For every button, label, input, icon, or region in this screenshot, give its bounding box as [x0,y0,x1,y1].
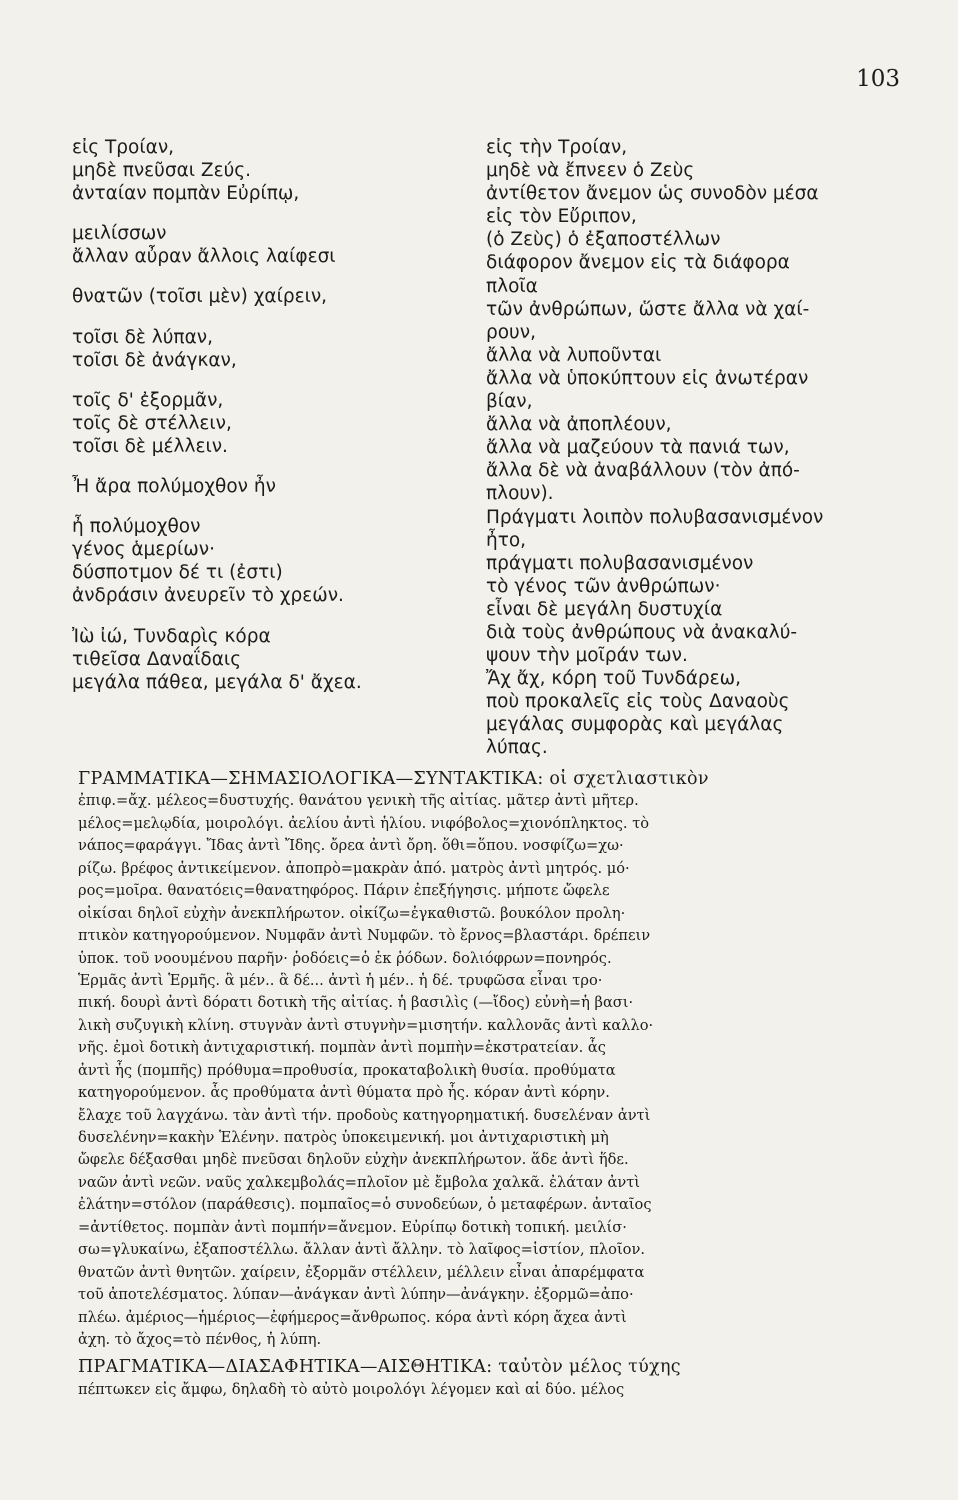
translation-line: πλοῖα [486,275,538,297]
translation-line: ἄλλα νὰ λυποῦνται [486,344,662,366]
translation-line: βίαν, [486,391,533,413]
translation-line: εἰς τὴν Τροίαν, [486,137,628,158]
translation-line: ποὺ προκαλεῖς εἰς τοὺς Δαναοὺς [486,691,790,713]
notes-line: ἀντὶ ἧς (πομπῆς) πρόθυμα=προθυσία, προκαταβολικὴ θυσία. προθύματα [78,1061,616,1079]
translation-line: διὰ τοὺς ἀνθρώπους νὰ ἀνακαλύ- [486,621,798,643]
notes-line: ρος=μοῖρα. θανατόεις=θανατηφόρος. Πάριν ἐπεξήγησις. μήποτε ὤφελε [78,882,610,900]
notes-line: κατηγορούμενον. ἇς προθύματα ἀντὶ θύματα πρὸ ἧς. κόραν ἀντὶ κόρην. [78,1084,610,1102]
notes-line: ὤφελε δέξασθαι μηδὲ πνεῦσαι δηλοῦν εὐχὴν ἀνεκπλήρωτον. ἅδε ἀντὶ ἥδε. [78,1151,629,1169]
verse-line: ἄλλαν αὖραν ἄλλοις λαίφεσι [72,246,336,268]
verse-line: τοῖσι δὲ λύπαν, [72,326,213,348]
verse-line: γένος ἁμερίων· [72,539,216,561]
notes-line: δυσελένην=κακὴν Ἑλένην. πατρὸς ὑποκειμενική. μοι ἀντιχαριστικὴ μὴ [78,1129,609,1146]
translation-line: εἶναι δὲ μεγάλη δυστυχία [486,598,723,620]
translation-line: Ἄχ ἄχ, κόρη τοῦ Τυνδάρεω, [486,668,742,690]
verse-line: δύσποτμον δέ τι (ἐστι) [72,562,283,584]
verse-line: ἀνταίαν πομπὰν Εὐρίπῳ, [72,183,300,205]
notes-line: οἰκίσαι δηλοῖ εὐχὴν ἀνεκπλήρωτον. οἰκίζω=ἐγκαθιστῶ. βουκόλον προλη· [78,904,626,922]
ancient-text-column [72,136,472,694]
notes-line: σω=γλυκαίνω, ἐξαποστέλλω. ἄλλαν ἀντὶ ἄλλην. τὸ λαῖφος=ἱστίον, πλοῖον. [78,1241,645,1259]
translation-line: πράγματι πολυβασανισμένον [486,552,754,574]
notes-line: πλέω. ἀμέριος—ἡμέριος—ἐφήμερος=ἄνθρωπος. κόρα ἀντὶ κόρη ἄχεα ἀντὶ [78,1308,627,1326]
translation-line: ἄλλα νὰ ὑποκύπτουν εἰς ἀνωτέραν [486,367,809,389]
translation-line: ἀντίθετον ἄνεμον ὡς συνοδὸν μέσα [486,183,819,205]
verse-line: μηδὲ πνεῦσαι Ζεύς. [72,160,252,182]
translation-line: διάφορον ἄνεμον εἰς τὰ διάφορα [486,252,790,274]
translation-line: ἄλλα νὰ μαζεύουν τὰ πανιά των, [486,437,790,459]
verse-line: τοῖς δ' ἐξορμᾶν, [72,389,224,411]
translation-line: τῶν ἀνθρώπων, ὥστε ἄλλα νὰ χαί- [486,298,810,320]
translation-line: ἦτο, [486,529,527,551]
commentary-notes [78,768,908,1401]
notes-line: νάπος=φαράγγι. Ἴδας ἀντὶ Ἴδης. ὄρεα ἀντὶ ὄρη. ὅθι=ὅπου. νοσφίζω=χω· [78,837,624,855]
notes-line: μέλος=μελῳδία, μοιρολόγι. ἀελίου ἀντὶ ἡλίου. νιφόβολος=χιονόπληκτος. τὸ [78,814,650,832]
translation-line: λύπας. [486,737,548,759]
translation-line: ρουν, [486,321,536,343]
verse-line: τιθεῖσα Δαναΐδαις [72,648,242,670]
translation-line: Πράγματι λοιπὸν πολυβασανισμένον [486,506,824,528]
page-number: 103 [856,66,900,92]
verse-line: τοῖσι δὲ μέλλειν. [72,435,228,457]
verse-line: Ἦ ἄρα πολύμοχθον ἦν [72,476,276,498]
practical-notes [78,1356,908,1401]
notes-line: τοῦ ἀποτελέσματος. λύπαν—ἀνάγκαν ἀντὶ λύπην—ἀνάγκην. ἐξορμῶ=ἀπο· [78,1286,634,1304]
notes-line: πτικὸν κατηγορούμενον. Νυμφᾶν ἀντὶ Νυμφῶν. τὸ ἔρνος=βλαστάρι. δρέπειν [78,927,651,945]
stanza-gap [72,498,472,515]
verse-line: ἦ πολύμοχθον [72,516,201,538]
notes-line: Ἑρμᾶς ἀντὶ Ἑρμῆς. ἃ μέν.. ἃ δέ... ἀντὶ ἡ μέν.. ἡ δέ. τρυφῶσα εἶναι τρο· [78,971,603,989]
notes-line: λικὴ συζυγικὴ κλίνη. στυγνὰν ἀντὶ στυγνὴν=μισητήν. καλλονᾶς ἀντὶ καλλο· [78,1016,654,1034]
verse-line: τοῖσι δὲ ἀνάγκαν, [72,349,237,371]
translation-line: εἰς τὸν Εὔριπον, [486,206,637,228]
notes-heading-line: ΠΡΑΓΜΑΤΙΚΑ—ΔΙΑΣΑΦΗΤΙΚΑ—ΑΙΣΘΗΤΙΚΑ: ταὐτὸν μέλος τύχης [78,1357,681,1378]
translation-line: μηδὲ νὰ ἔπνεεν ὁ Ζεὺς [486,160,695,182]
notes-line: ἐλάτην=στόλον (παράθεσις). πομπαῖος=ὁ συνοδεύων, ὁ μεταφέρων. ἀνταῖος [78,1196,652,1214]
grammar-notes [78,768,908,1351]
stanza-gap [72,205,472,222]
notes-line: ὑποκ. τοῦ νοουμένου παρῆν· ῥοδόεις=ὁ ἐκ ῥόδων. δολιόφρων=πονηρός. [78,949,612,967]
translation-line: πλουν). [486,483,554,505]
notes-line: ἀχη. τὸ ἄχος=τὸ πένθος, ἡ λύπη. [78,1330,322,1348]
stanza-gap [72,458,472,475]
translation-line: ἄλλα νὰ ἀποπλέουν, [486,414,672,436]
notes-line: πική. δουρὶ ἀντὶ δόρατι δοτικὴ τῆς αἰτίας. ἡ βασιλὶς (—ἴδος) εὐνὴ=ἡ βασι· [78,994,634,1012]
translation-line: τὸ γένος τῶν ἀνθρώπων· [486,575,721,597]
verse-line: τοῖς δὲ στέλλειν, [72,412,232,434]
stanza-gap [72,309,472,326]
verse-line: Ἰὼ ἰώ, Τυνδαρὶς κόρα [72,625,271,647]
notes-line: ἔλαχε τοῦ λαγχάνω. τὰν ἀντὶ τήν. προδοὺς κατηγορηματική. δυσελέναν ἀντὶ [78,1106,651,1124]
notes-line: νῆς. ἐμοὶ δοτικὴ ἀντιχαριστική. πομπὰν ἀντὶ πομπὴν=ἐκστρατείαν. ἇς [78,1039,606,1057]
notes-line: ἐπιφ.=ἄχ. μέλεος=δυστυχής. θανάτου γενικὴ τῆς αἰτίας. μᾶτερ ἀντὶ μῆτερ. [78,792,639,810]
translation-line: ἄλλα δὲ νὰ ἀναβάλλουν (τὸν ἀπό- [486,460,800,482]
verse-line: μειλίσσων [72,223,167,245]
translation-line: (ὁ Ζεὺς) ὁ ἐξαποστέλλων [486,229,721,251]
translation-line: ψουν τὴν μοῖράν των. [486,645,688,667]
stanza-gap [72,372,472,389]
notes-line: θνατῶν ἀντὶ θνητῶν. χαίρειν, ἐξορμᾶν στέλλειν, μέλλειν εἶναι ἀπαρέμφατα [78,1263,645,1281]
stanza-gap [72,268,472,285]
verse-line: θνατῶν (τοῖσι μὲν) χαίρειν, [72,286,328,308]
verse-line: ἀνδράσιν ἀνευρεῖν τὸ χρεών. [72,585,344,607]
translation-line: μεγάλας συμφορὰς καὶ μεγάλας [486,714,784,736]
verse-line: εἰς Τροίαν, [72,137,175,158]
notes-line: ρίζω. βρέφος ἀντικείμενον. ἀποπρὸ=μακρὰν ἀπό. ματρὸς ἀντὶ μητρός. μό· [78,859,630,877]
notes-line: πέπτωκεν εἰς ἄμφω, δηλαδὴ τὸ αὐτὸ μοιρολόγι λέγομεν καὶ αἱ δύο. μέλος [78,1380,625,1398]
notes-line: ναῶν ἀντὶ νεῶν. ναῦς χαλκεμβολάς=πλοῖον μὲ ἔμβολα χαλκᾶ. ἐλάταν ἀντὶ [78,1173,641,1191]
notes-line: =ἀντίθετος. πομπὰν ἀντὶ πομπήν=ἄνεμον. Εὐρίπῳ δοτικὴ τοπική. μειλίσ· [78,1218,627,1236]
translation-column [486,136,906,760]
verse-line: μεγάλα πάθεα, μεγάλα δ' ἄχεα. [72,671,362,693]
stanza-gap [72,608,472,625]
notes-heading-line: ΓΡΑΜΜΑΤΙΚΑ—ΣΗΜΑΣΙΟΛΟΓΙΚΑ—ΣΥΝΤΑΚΤΙΚΑ: οἱ σχετλιαστικὸν [78,769,709,789]
